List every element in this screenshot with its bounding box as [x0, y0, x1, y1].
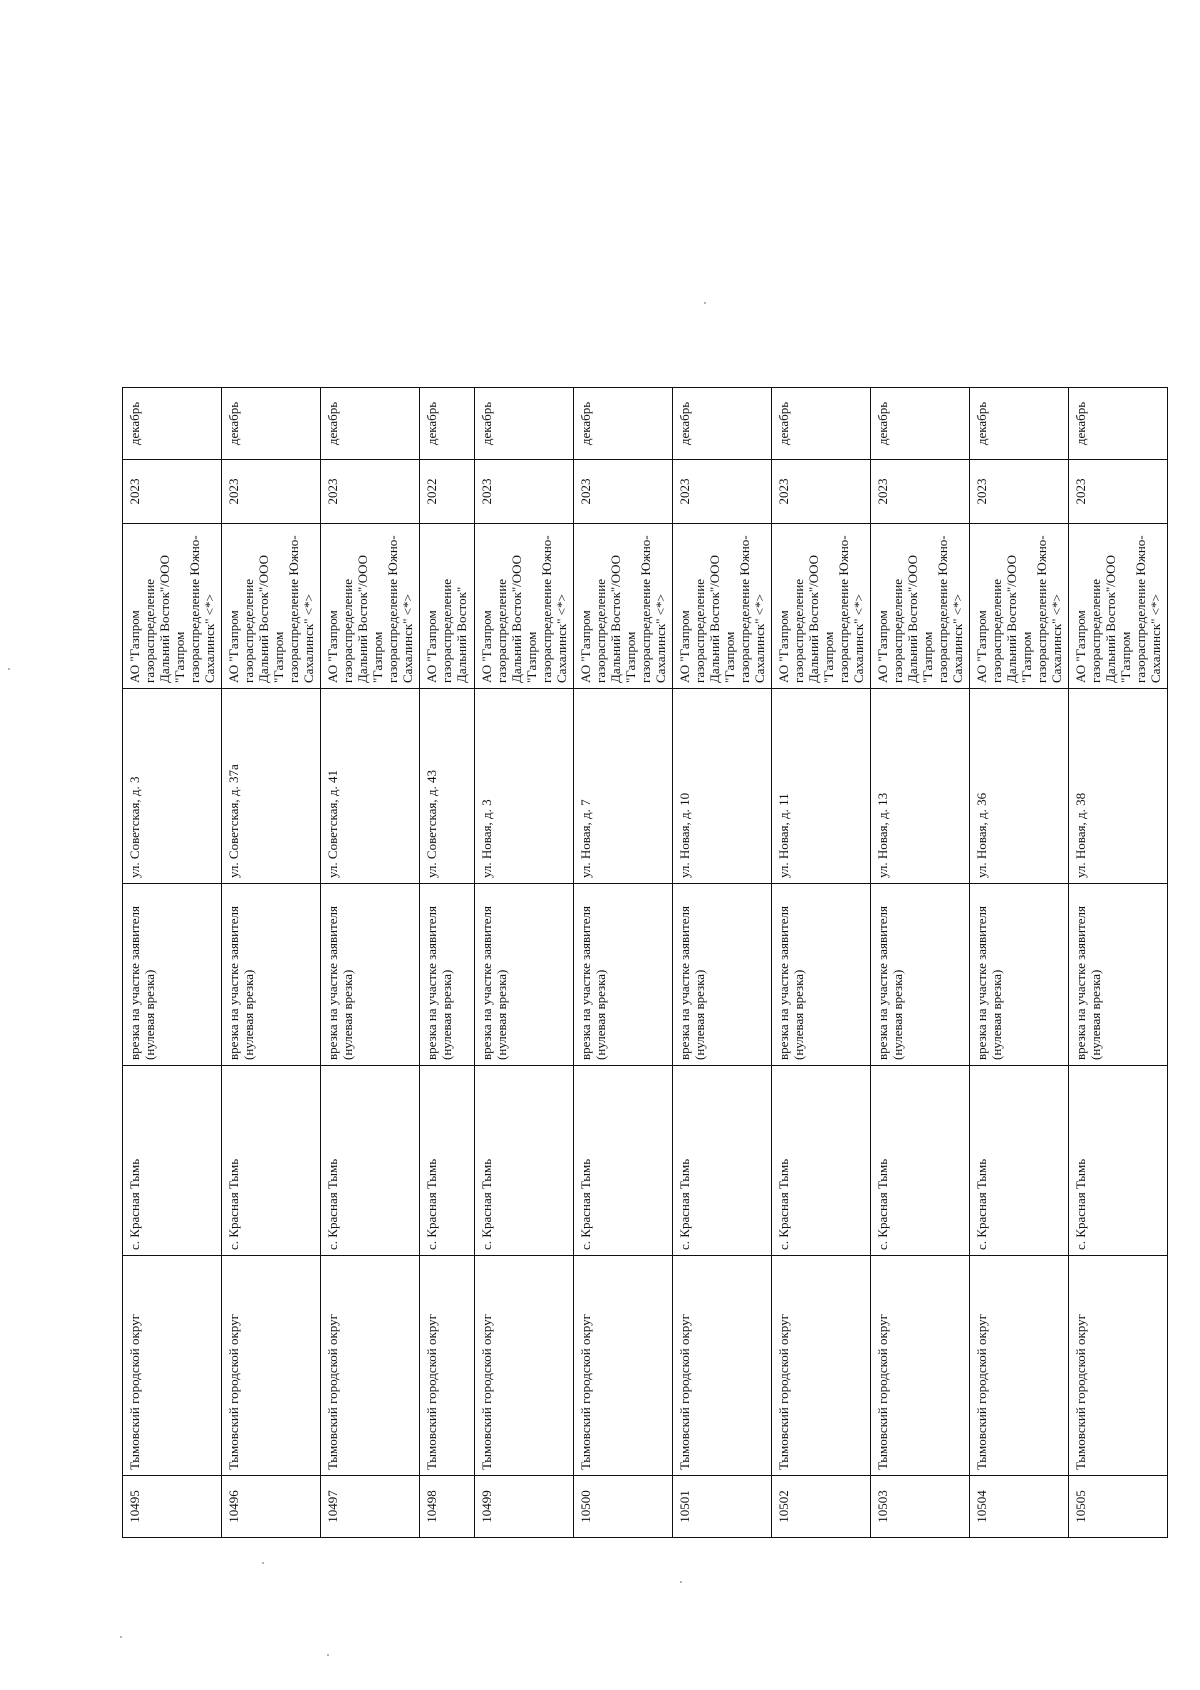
- district-cell: Тымовский городской округ: [673, 1256, 772, 1476]
- month-cell: декабрь: [420, 388, 475, 460]
- organization-cell: АО "Газпром газораспределение Дальний Восток"/ООО "Газпром газораспределение Южно-Сахалинск" <*>: [123, 524, 222, 689]
- locality-cell: с. Красная Тымь: [222, 1066, 321, 1256]
- address-cell: ул. Советская, д. 37а: [222, 689, 321, 884]
- scan-speck: [8, 668, 10, 670]
- row-number: 10500: [574, 1476, 673, 1538]
- month-cell: декабрь: [321, 388, 420, 460]
- address-cell: ул. Советская, д. 3: [123, 689, 222, 884]
- district-cell: Тымовский городской округ: [871, 1256, 970, 1476]
- address-cell: ул. Новая, д. 38: [1069, 689, 1168, 884]
- year-cell: 2023: [1069, 460, 1168, 524]
- year-cell: 2023: [871, 460, 970, 524]
- locality-cell: с. Красная Тымь: [871, 1066, 970, 1256]
- scan-speck: [120, 1636, 122, 1638]
- table-row: [871, 388, 970, 1538]
- district-cell: Тымовский городской округ: [123, 1256, 222, 1476]
- locality-cell: с. Красная Тымь: [420, 1066, 475, 1256]
- district-cell: Тымовский городской округ: [475, 1256, 574, 1476]
- organization-cell: АО "Газпром газораспределение Дальний Восток"/ООО "Газпром газораспределение Южно-Сахалинск" <*>: [871, 524, 970, 689]
- organization-cell: АО "Газпром газораспределение Дальний Восток"/ООО "Газпром газораспределение Южно-Сахалинск" <*>: [321, 524, 420, 689]
- row-number: 10498: [420, 1476, 475, 1538]
- connection-type-cell: врезка на участке заявителя (нулевая врезка): [475, 884, 574, 1066]
- district-cell: Тымовский городской округ: [222, 1256, 321, 1476]
- address-cell: ул. Новая, д. 13: [871, 689, 970, 884]
- table-row: [970, 388, 1069, 1538]
- address-cell: ул. Новая, д. 11: [772, 689, 871, 884]
- row-number: 10505: [1069, 1476, 1168, 1538]
- month-cell: декабрь: [673, 388, 772, 460]
- month-cell: декабрь: [475, 388, 574, 460]
- month-cell: декабрь: [970, 388, 1069, 460]
- connection-type-cell: врезка на участке заявителя (нулевая врезка): [420, 884, 475, 1066]
- table-row: [475, 388, 574, 1538]
- connection-type-cell: врезка на участке заявителя (нулевая врезка): [222, 884, 321, 1066]
- year-cell: 2022: [420, 460, 475, 524]
- district-cell: Тымовский городской округ: [321, 1256, 420, 1476]
- district-cell: Тымовский городской округ: [574, 1256, 673, 1476]
- row-number: 10501: [673, 1476, 772, 1538]
- year-cell: 2023: [475, 460, 574, 524]
- locality-cell: с. Красная Тымь: [970, 1066, 1069, 1256]
- locality-cell: с. Красная Тымь: [1069, 1066, 1168, 1256]
- address-cell: ул. Новая, д. 7: [574, 689, 673, 884]
- table-row: [772, 388, 871, 1538]
- table-row: [222, 388, 321, 1538]
- row-number: 10495: [123, 1476, 222, 1538]
- organization-cell: АО "Газпром газораспределение Дальний Восток"/ООО "Газпром газораспределение Южно-Сахалинск" <*>: [673, 524, 772, 689]
- scan-speck: [262, 1562, 264, 1564]
- connection-type-cell: врезка на участке заявителя (нулевая врезка): [772, 884, 871, 1066]
- address-cell: ул. Новая, д. 10: [673, 689, 772, 884]
- row-number: 10499: [475, 1476, 574, 1538]
- connection-type-cell: врезка на участке заявителя (нулевая врезка): [123, 884, 222, 1066]
- table-row: [673, 388, 772, 1538]
- month-cell: декабрь: [772, 388, 871, 460]
- rotated-table-wrapper: [122, 388, 1163, 1538]
- month-cell: декабрь: [574, 388, 673, 460]
- row-number: 10502: [772, 1476, 871, 1538]
- locality-cell: с. Красная Тымь: [123, 1066, 222, 1256]
- year-cell: 2023: [574, 460, 673, 524]
- address-cell: ул. Советская, д. 41: [321, 689, 420, 884]
- scan-speck: [704, 302, 706, 304]
- locality-cell: с. Красная Тымь: [475, 1066, 574, 1256]
- organization-cell: АО "Газпром газораспределение Дальний Восток"/ООО "Газпром газораспределение Южно-Сахалинск" <*>: [772, 524, 871, 689]
- month-cell: декабрь: [1069, 388, 1168, 460]
- scan-speck: [680, 1581, 682, 1583]
- district-cell: Тымовский городской округ: [1069, 1256, 1168, 1476]
- organization-cell: АО "Газпром газораспределение Дальний Восток"/ООО "Газпром газораспределение Южно-Сахалинск" <*>: [475, 524, 574, 689]
- organization-cell: АО "Газпром газораспределение Дальний Восток"/ООО "Газпром газораспределение Южно-Сахалинск" <*>: [574, 524, 673, 689]
- locality-cell: с. Красная Тымь: [772, 1066, 871, 1256]
- year-cell: 2023: [123, 460, 222, 524]
- table-row: [321, 388, 420, 1538]
- address-cell: ул. Новая, д. 36: [970, 689, 1069, 884]
- year-cell: 2023: [970, 460, 1069, 524]
- organization-cell: АО "Газпром газораспределение Дальний Восток"/ООО "Газпром газораспределение Южно-Сахалинск" <*>: [970, 524, 1069, 689]
- address-cell: ул. Новая, д. 3: [475, 689, 574, 884]
- gas-connection-register-table: [122, 387, 1168, 1538]
- address-cell: ул. Советская, д. 43: [420, 689, 475, 884]
- row-number: 10503: [871, 1476, 970, 1538]
- connection-type-cell: врезка на участке заявителя (нулевая врезка): [574, 884, 673, 1066]
- row-number: 10504: [970, 1476, 1069, 1538]
- scan-speck: [327, 1654, 329, 1656]
- locality-cell: с. Красная Тымь: [673, 1066, 772, 1256]
- table-row: [420, 388, 475, 1538]
- connection-type-cell: врезка на участке заявителя (нулевая врезка): [871, 884, 970, 1066]
- organization-cell: АО "Газпром газораспределение Дальний Восток"/ООО "Газпром газораспределение Южно-Сахалинск" <*>: [222, 524, 321, 689]
- locality-cell: с. Красная Тымь: [574, 1066, 673, 1256]
- month-cell: декабрь: [222, 388, 321, 460]
- row-number: 10497: [321, 1476, 420, 1538]
- connection-type-cell: врезка на участке заявителя (нулевая врезка): [673, 884, 772, 1066]
- year-cell: 2023: [772, 460, 871, 524]
- connection-type-cell: врезка на участке заявителя (нулевая врезка): [321, 884, 420, 1066]
- connection-type-cell: врезка на участке заявителя (нулевая врезка): [970, 884, 1069, 1066]
- year-cell: 2023: [673, 460, 772, 524]
- organization-cell: АО "Газпром газораспределение Дальний Восток": [420, 524, 475, 689]
- row-number: 10496: [222, 1476, 321, 1538]
- table-row: [574, 388, 673, 1538]
- month-cell: декабрь: [871, 388, 970, 460]
- district-cell: Тымовский городской округ: [970, 1256, 1069, 1476]
- month-cell: декабрь: [123, 388, 222, 460]
- table-row: [1069, 388, 1168, 1538]
- connection-type-cell: врезка на участке заявителя (нулевая врезка): [1069, 884, 1168, 1066]
- year-cell: 2023: [222, 460, 321, 524]
- locality-cell: с. Красная Тымь: [321, 1066, 420, 1256]
- year-cell: 2023: [321, 460, 420, 524]
- table-row: [123, 388, 222, 1538]
- district-cell: Тымовский городской округ: [420, 1256, 475, 1476]
- organization-cell: АО "Газпром газораспределение Дальний Восток"/ООО "Газпром газораспределение Южно-Сахалинск" <*>: [1069, 524, 1168, 689]
- district-cell: Тымовский городской округ: [772, 1256, 871, 1476]
